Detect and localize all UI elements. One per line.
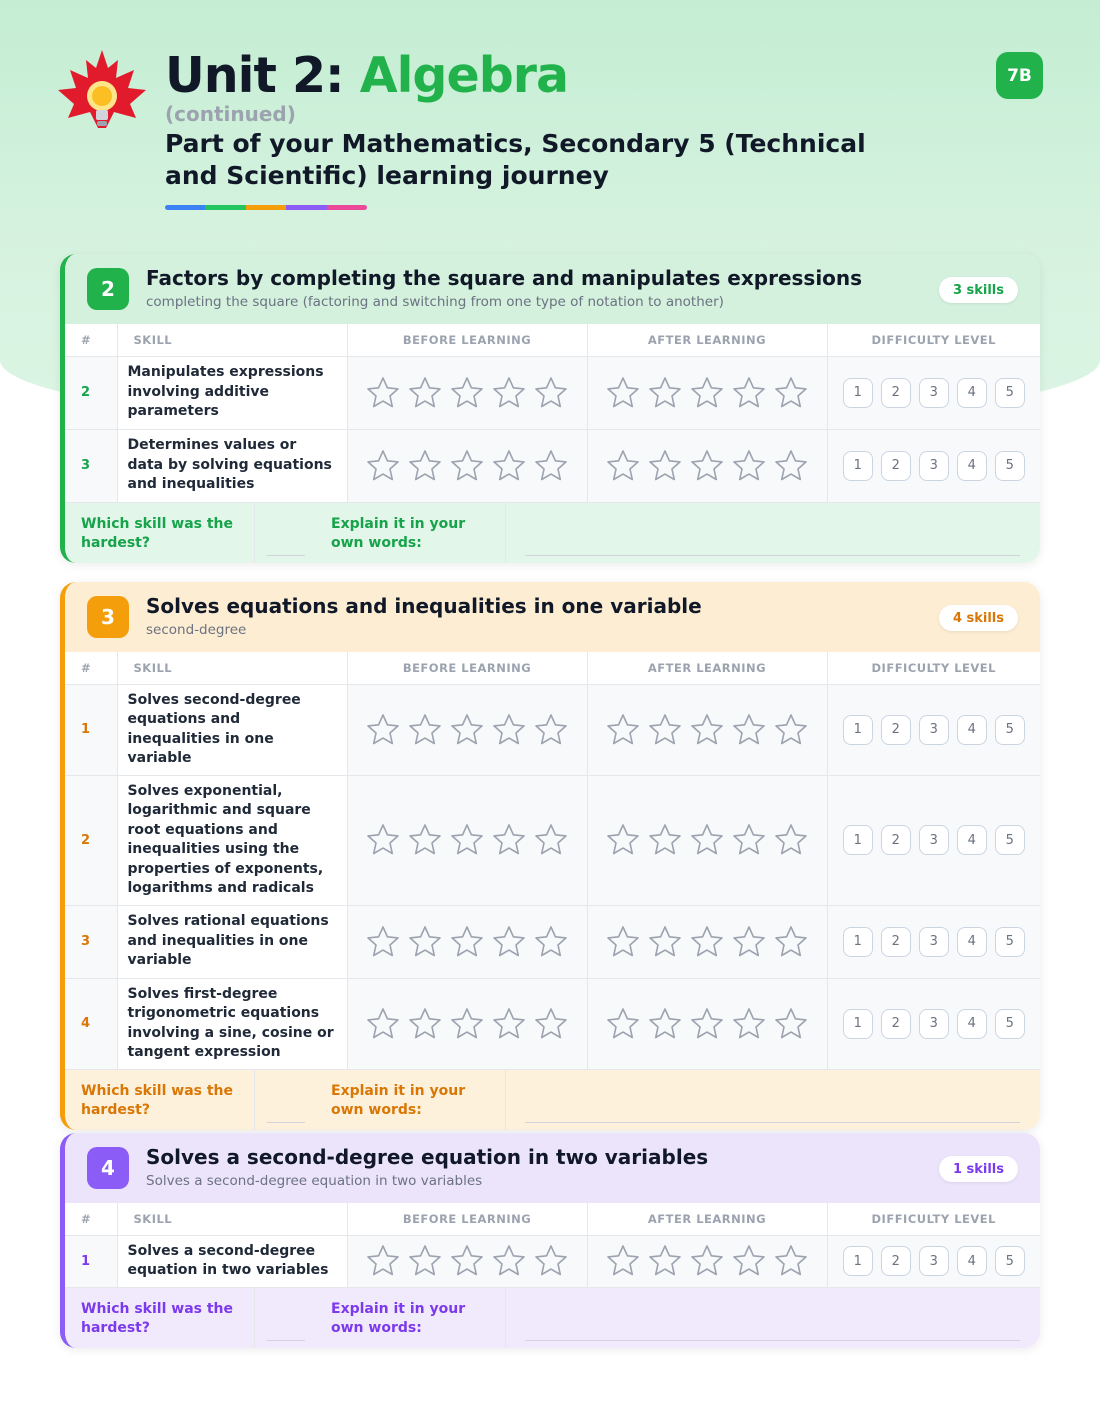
table-row: [65, 1235, 1040, 1287]
section-title: Solves equations and inequalities in one variable: [146, 594, 702, 618]
column-header-difficulty: DIFFICULTY LEVEL: [827, 1203, 1040, 1235]
after-learning-star-rating: [588, 924, 827, 960]
difficulty-level-button[interactable]: 2: [881, 715, 911, 745]
star-icon[interactable]: [647, 375, 683, 411]
page-title: [165, 46, 568, 106]
skill-name: Solves exponential, logarithmic and square root equations and inequalities using the properties of exponents, logarithms and radicals: [117, 775, 347, 905]
star-icon[interactable]: [731, 822, 767, 858]
table-row: [65, 684, 1040, 775]
after-learning-cell: [587, 978, 827, 1069]
skills-count-badge: 3 skills: [939, 277, 1018, 303]
difficulty-level-button[interactable]: 2: [881, 1009, 911, 1039]
table-header-row: [65, 324, 1040, 356]
after-learning-cell: [587, 775, 827, 905]
reflection-footer: [65, 503, 1040, 563]
explain-prompt: Explain it in your own words:: [331, 515, 466, 551]
reflection-footer: [65, 1288, 1040, 1348]
column-header-before: BEFORE LEARNING: [347, 324, 587, 356]
hardest-skill-answer-line[interactable]: [267, 1340, 305, 1341]
before-learning-cell: [347, 775, 587, 905]
star-icon[interactable]: [533, 375, 569, 411]
difficulty-level-button[interactable]: 1: [843, 1246, 873, 1276]
star-icon[interactable]: [647, 924, 683, 960]
footer-divider: [254, 1070, 255, 1130]
star-icon[interactable]: [731, 924, 767, 960]
before-learning-cell: [347, 978, 587, 1069]
difficulty-level-button[interactable]: 2: [881, 927, 911, 957]
after-learning-star-rating: [588, 712, 827, 748]
column-header-difficulty: DIFFICULTY LEVEL: [827, 652, 1040, 684]
difficulty-level-button[interactable]: 3: [919, 378, 949, 408]
column-header-skill: SKILL: [117, 1203, 347, 1235]
row-number: 2: [65, 356, 117, 429]
section-header: [65, 582, 1040, 652]
hardest-skill-answer-line[interactable]: [267, 555, 305, 556]
star-icon[interactable]: [533, 924, 569, 960]
before-learning-star-rating: [348, 712, 587, 748]
column-header-after: AFTER LEARNING: [587, 652, 827, 684]
skill-name: Manipulates expressions involving additive parameters: [117, 356, 347, 429]
star-icon[interactable]: [449, 1243, 485, 1279]
difficulty-level-button[interactable]: 1: [843, 1009, 873, 1039]
star-icon[interactable]: [605, 448, 641, 484]
difficulty-level-button[interactable]: 1: [843, 378, 873, 408]
footer-divider: [505, 1070, 506, 1130]
difficulty-level-button[interactable]: 4: [957, 715, 987, 745]
star-icon[interactable]: [407, 448, 443, 484]
skill-name: Solves rational equations and inequalities in one variable: [117, 905, 347, 978]
star-icon[interactable]: [407, 822, 443, 858]
maple-leaf-lightbulb-icon: [54, 48, 150, 144]
star-icon[interactable]: [491, 712, 527, 748]
star-icon[interactable]: [365, 822, 401, 858]
difficulty-level-button[interactable]: 4: [957, 927, 987, 957]
star-icon[interactable]: [407, 924, 443, 960]
difficulty-level-button[interactable]: 3: [919, 715, 949, 745]
difficulty-level-button[interactable]: 3: [919, 1009, 949, 1039]
star-icon[interactable]: [491, 375, 527, 411]
page-subtitle: Part of your Mathematics, Secondary 5 (Technical and Scientific) learning journey: [165, 129, 866, 190]
star-icon[interactable]: [689, 712, 725, 748]
star-icon[interactable]: [605, 924, 641, 960]
after-learning-cell: [587, 356, 827, 429]
star-icon[interactable]: [449, 1006, 485, 1042]
explain-prompt: Explain it in your own words:: [331, 1300, 466, 1336]
after-learning-cell: [587, 429, 827, 502]
section-description: second-degree: [146, 622, 247, 638]
star-icon[interactable]: [773, 1243, 809, 1279]
star-icon[interactable]: [689, 448, 725, 484]
row-number: 3: [65, 429, 117, 502]
before-learning-cell: [347, 684, 587, 775]
difficulty-level-button[interactable]: 3: [919, 927, 949, 957]
column-header-skill: SKILL: [117, 652, 347, 684]
difficulty-level-button[interactable]: 5: [995, 1246, 1025, 1276]
star-icon[interactable]: [365, 1006, 401, 1042]
difficulty-cell: [827, 1235, 1040, 1287]
footer-divider: [254, 503, 255, 563]
difficulty-level-button[interactable]: 3: [919, 451, 949, 481]
star-icon[interactable]: [647, 1243, 683, 1279]
section-description: Solves a second-degree equation in two variables: [146, 1173, 483, 1189]
before-learning-cell: [347, 1235, 587, 1287]
difficulty-level-button[interactable]: 5: [995, 1009, 1025, 1039]
before-learning-star-rating: [348, 924, 587, 960]
star-icon[interactable]: [533, 448, 569, 484]
section-number-badge: 3: [87, 596, 129, 638]
after-learning-star-rating: [588, 1006, 827, 1042]
star-icon[interactable]: [365, 712, 401, 748]
column-header-number: #: [65, 1203, 117, 1235]
difficulty-selector: [828, 927, 1041, 957]
star-icon[interactable]: [491, 1006, 527, 1042]
after-learning-star-rating: [588, 822, 827, 858]
star-icon[interactable]: [647, 822, 683, 858]
skill-name: Solves first-degree trigonometric equations involving a sine, cosine or tangent expression: [117, 978, 347, 1069]
unit-label: Unit 2:: [165, 47, 344, 104]
difficulty-cell: [827, 429, 1040, 502]
difficulty-selector: [828, 1246, 1041, 1276]
row-number: 1: [65, 684, 117, 775]
skills-count-badge: 4 skills: [939, 605, 1018, 631]
row-number: 4: [65, 978, 117, 1069]
star-icon[interactable]: [731, 1243, 767, 1279]
star-icon[interactable]: [731, 1006, 767, 1042]
difficulty-level-button[interactable]: 4: [957, 825, 987, 855]
difficulty-cell: [827, 684, 1040, 775]
difficulty-level-button[interactable]: 1: [843, 927, 873, 957]
star-icon[interactable]: [773, 375, 809, 411]
star-icon[interactable]: [773, 1006, 809, 1042]
difficulty-level-button[interactable]: 5: [995, 715, 1025, 745]
star-icon[interactable]: [605, 375, 641, 411]
skill-name: Determines values or data by solving equations and inequalities: [117, 429, 347, 502]
star-icon[interactable]: [407, 375, 443, 411]
star-icon[interactable]: [491, 1243, 527, 1279]
before-learning-cell: [347, 356, 587, 429]
difficulty-level-button[interactable]: 4: [957, 378, 987, 408]
star-icon[interactable]: [449, 822, 485, 858]
difficulty-cell: [827, 775, 1040, 905]
difficulty-level-button[interactable]: 2: [881, 1246, 911, 1276]
star-icon[interactable]: [773, 822, 809, 858]
star-icon[interactable]: [605, 1006, 641, 1042]
star-icon[interactable]: [449, 924, 485, 960]
rainbow-divider: [165, 205, 367, 210]
before-learning-star-rating: [348, 822, 587, 858]
section-description: completing the square (factoring and switching from one type of notation to another): [146, 294, 724, 310]
explain-answer-line[interactable]: [525, 1122, 1020, 1123]
column-header-before: BEFORE LEARNING: [347, 652, 587, 684]
reflection-footer: [65, 1070, 1040, 1130]
footer-divider: [505, 503, 506, 563]
star-icon[interactable]: [689, 924, 725, 960]
column-header-number: #: [65, 652, 117, 684]
difficulty-level-button[interactable]: 3: [919, 1246, 949, 1276]
before-learning-star-rating: [348, 1006, 587, 1042]
difficulty-level-button[interactable]: 5: [995, 451, 1025, 481]
star-icon[interactable]: [773, 712, 809, 748]
before-learning-star-rating: [348, 448, 587, 484]
star-icon[interactable]: [449, 375, 485, 411]
section-header: [65, 254, 1040, 324]
section-number-badge: 2: [87, 268, 129, 310]
section-title: Factors by completing the square and manipulates expressions: [146, 266, 863, 290]
star-icon[interactable]: [689, 1243, 725, 1279]
row-number: 2: [65, 775, 117, 905]
table-row: [65, 978, 1040, 1069]
hardest-skill-prompt: Which skill was the hardest?: [81, 515, 234, 551]
difficulty-level-button[interactable]: 5: [995, 825, 1025, 855]
star-icon[interactable]: [773, 924, 809, 960]
before-learning-star-rating: [348, 1243, 587, 1279]
footer-divider: [254, 1288, 255, 1348]
table-row: [65, 775, 1040, 905]
difficulty-level-button[interactable]: 4: [957, 451, 987, 481]
difficulty-level-button[interactable]: 4: [957, 1009, 987, 1039]
before-learning-cell: [347, 905, 587, 978]
explain-prompt: Explain it in your own words:: [331, 1082, 466, 1118]
star-icon[interactable]: [449, 448, 485, 484]
skill-section: [60, 254, 1040, 563]
row-number: 3: [65, 905, 117, 978]
star-icon[interactable]: [407, 1243, 443, 1279]
table-header-row: [65, 1203, 1040, 1235]
difficulty-level-button[interactable]: 5: [995, 378, 1025, 408]
skill-section: [60, 1133, 1040, 1348]
column-header-skill: SKILL: [117, 324, 347, 356]
difficulty-selector: [828, 1009, 1041, 1039]
after-learning-star-rating: [588, 375, 827, 411]
hardest-skill-prompt: Which skill was the hardest?: [81, 1300, 234, 1336]
before-learning-star-rating: [348, 375, 587, 411]
star-icon[interactable]: [365, 924, 401, 960]
column-header-number: #: [65, 324, 117, 356]
star-icon[interactable]: [689, 822, 725, 858]
difficulty-level-button[interactable]: 2: [881, 825, 911, 855]
star-icon[interactable]: [647, 1006, 683, 1042]
star-icon[interactable]: [491, 448, 527, 484]
star-icon[interactable]: [647, 448, 683, 484]
column-header-after: AFTER LEARNING: [587, 324, 827, 356]
difficulty-level-button[interactable]: 1: [843, 451, 873, 481]
table-row: [65, 905, 1040, 978]
skills-table: [65, 324, 1040, 503]
star-icon[interactable]: [533, 1006, 569, 1042]
difficulty-cell: [827, 356, 1040, 429]
skills-count-badge: 1 skills: [939, 1156, 1018, 1182]
star-icon[interactable]: [605, 822, 641, 858]
column-header-before: BEFORE LEARNING: [347, 1203, 587, 1235]
star-icon[interactable]: [407, 712, 443, 748]
grade-badge: 7B: [996, 52, 1043, 99]
difficulty-selector: [828, 378, 1041, 408]
difficulty-selector: [828, 825, 1041, 855]
difficulty-level-button[interactable]: 1: [843, 825, 873, 855]
difficulty-level-button[interactable]: 2: [881, 378, 911, 408]
star-icon[interactable]: [533, 822, 569, 858]
star-icon[interactable]: [731, 712, 767, 748]
after-learning-cell: [587, 1235, 827, 1287]
hardest-skill-prompt: Which skill was the hardest?: [81, 1082, 234, 1118]
star-icon[interactable]: [689, 375, 725, 411]
after-learning-star-rating: [588, 448, 827, 484]
footer-divider: [505, 1288, 506, 1348]
star-icon[interactable]: [689, 1006, 725, 1042]
star-icon[interactable]: [407, 1006, 443, 1042]
difficulty-cell: [827, 978, 1040, 1069]
star-icon[interactable]: [605, 1243, 641, 1279]
table-row: [65, 429, 1040, 502]
difficulty-level-button[interactable]: 3: [919, 825, 949, 855]
star-icon[interactable]: [731, 448, 767, 484]
section-number-badge: 4: [87, 1147, 129, 1189]
skills-table: [65, 652, 1040, 1070]
table-header-row: [65, 652, 1040, 684]
star-icon[interactable]: [491, 924, 527, 960]
after-learning-star-rating: [588, 1243, 827, 1279]
section-header: [65, 1133, 1040, 1203]
hardest-skill-answer-line[interactable]: [267, 1122, 305, 1123]
star-icon[interactable]: [731, 375, 767, 411]
after-learning-cell: [587, 905, 827, 978]
section-title: Solves a second-degree equation in two variables: [146, 1145, 709, 1169]
star-icon[interactable]: [533, 1243, 569, 1279]
after-learning-cell: [587, 684, 827, 775]
continued-label: (continued): [165, 102, 296, 126]
explain-answer-line[interactable]: [525, 555, 1020, 556]
star-icon[interactable]: [365, 375, 401, 411]
table-row: [65, 356, 1040, 429]
difficulty-level-button[interactable]: 5: [995, 927, 1025, 957]
topic-label: Algebra: [359, 47, 569, 104]
difficulty-level-button[interactable]: 1: [843, 715, 873, 745]
difficulty-cell: [827, 905, 1040, 978]
star-icon[interactable]: [605, 712, 641, 748]
before-learning-cell: [347, 429, 587, 502]
star-icon[interactable]: [449, 712, 485, 748]
skill-name: Solves a second-degree equation in two variables: [117, 1235, 347, 1287]
skill-section: [60, 582, 1040, 1130]
skill-name: Solves second-degree equations and inequalities in one variable: [117, 684, 347, 775]
difficulty-selector: [828, 715, 1041, 745]
explain-answer-line[interactable]: [525, 1340, 1020, 1341]
star-icon[interactable]: [491, 822, 527, 858]
difficulty-level-button[interactable]: 4: [957, 1246, 987, 1276]
star-icon[interactable]: [647, 712, 683, 748]
star-icon[interactable]: [533, 712, 569, 748]
difficulty-level-button[interactable]: 2: [881, 451, 911, 481]
row-number: 1: [65, 1235, 117, 1287]
star-icon[interactable]: [365, 448, 401, 484]
skills-table: [65, 1203, 1040, 1288]
column-header-difficulty: DIFFICULTY LEVEL: [827, 324, 1040, 356]
star-icon[interactable]: [773, 448, 809, 484]
column-header-after: AFTER LEARNING: [587, 1203, 827, 1235]
difficulty-selector: [828, 451, 1041, 481]
star-icon[interactable]: [365, 1243, 401, 1279]
